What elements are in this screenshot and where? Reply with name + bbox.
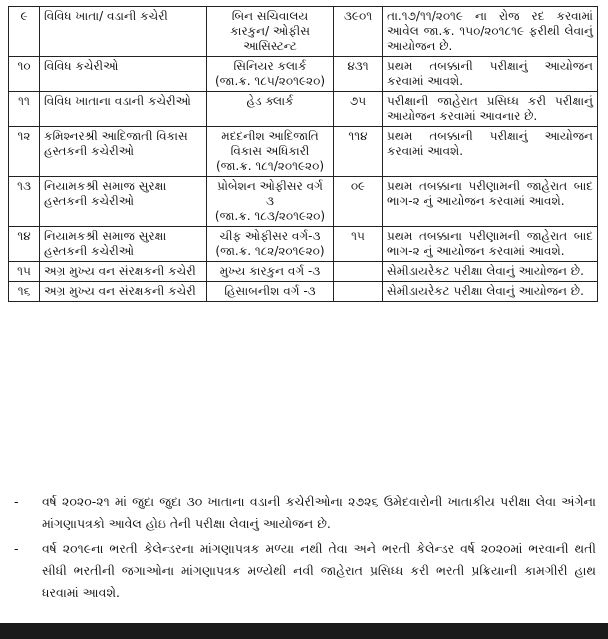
remark-cell: સેમીડાયરેકટ પરીક્ષા લેવાનું આયોજન છે. [383, 282, 598, 302]
note-text: વર્ષ ૨૦૨૦-૨૧ માં જુદા જુદા ૩૦ ખાતાના વડાની કચેરીઓના ૨૭૨૬ ઉમેદવારોની ખાતાકીય પરીક્ષા લેવા અંગેના માંગણાપત્રકો આવેલ હોઇ તેની પરીક્ષા લેવાનું આયોજન છે. [42, 494, 596, 531]
department-cell: નિયામકશ્રી સમાજ સુરક્ષા હસ્તકની કચેરીઓ [40, 177, 207, 227]
post-line: આસિસ્ટન્ટ [243, 39, 297, 53]
table-row [9, 282, 598, 302]
post-cell [207, 92, 334, 127]
post-line: હિસાબનીશ વર્ગ -૩ [224, 284, 316, 298]
note-bullet: - [14, 494, 19, 509]
notes-section [10, 491, 596, 607]
table-row [9, 177, 598, 227]
department-cell: અગ્ર મુખ્ય વન સંરક્ષકની કચેરી [40, 282, 207, 302]
row-number: ૧૪ [9, 227, 40, 262]
department-cell: વિવિધ ખાતાના વડાની કચેરીઓ [40, 92, 207, 127]
post-line: વિકાસ અધિકારી [230, 144, 310, 158]
row-number: ૯ [9, 7, 40, 57]
remark-cell: તા.૧૭/૧૧/૨૦૧૯ ના રોજ રદ કરવામાં આવેલ જા.ક્ર. ૧૫૦/૨૦૧૮૧૯ ફરીથી લેવાનું આયોજન છે. [383, 7, 598, 57]
remark-cell: પ્રથમ તબક્કાની પરીક્ષાનું આયોજન કરવામાં આવશે. [383, 127, 598, 177]
post-line: સિનિયર કલાર્ક [233, 59, 307, 73]
vacancy-count-cell: ૦૯ [334, 177, 383, 227]
department-cell: નિયામકશ્રી સમાજ સુરક્ષા હસ્તકની કચેરીઓ [40, 227, 207, 262]
post-cell [207, 127, 334, 177]
post-line: કારકુન/ ઓફીસ [230, 24, 310, 38]
post-line: મદદનીશ આદિજાતિ [221, 129, 319, 143]
department-cell: વિવિધ કચેરીઓ [40, 57, 207, 92]
row-number: ૧૧ [9, 92, 40, 127]
table-row [9, 127, 598, 177]
row-number: ૧૫ [9, 262, 40, 282]
table-row [9, 262, 598, 282]
remark-cell: પ્રથમ તબક્કાના પરીણામની જાહેરાત બાદ ભાગ-૨ નું આયોજન કરવામાં આવશે. [383, 227, 598, 262]
row-number: ૧૨ [9, 127, 40, 177]
vacancy-count-cell: ૧૧૪ [334, 127, 383, 177]
row-number: ૧૦ [9, 57, 40, 92]
vacancy-count-cell: ૧૫ [334, 227, 383, 262]
table-row [9, 92, 598, 127]
table-row [9, 227, 598, 262]
remark-cell: પ્રથમ તબક્કાની પરીક્ષાનું આયોજન કરવામાં આવશે. [383, 57, 598, 92]
vacancy-count-cell: ૩૯૦૧ [334, 7, 383, 57]
post-line: (જા.ક્ર. ૧૮૫/૨૦૧૯૨૦) [214, 74, 326, 88]
note-item [10, 538, 596, 604]
department-cell: કમિશ્નરશ્રી આદિજાતી વિકાસ હસ્તકની કચેરીઓ [40, 127, 207, 177]
vacancy-count-cell: ૭૫ [334, 92, 383, 127]
department-cell: વિવિધ ખાતા/ વડાની કચેરી [40, 7, 207, 57]
row-number: ૧૬ [9, 282, 40, 302]
vacancy-count-cell [334, 282, 383, 302]
department-cell: અગ્ર મુખ્ય વન સંરક્ષકની કચેરી [40, 262, 207, 282]
remark-cell: સેમીડાયરેકટ પરીક્ષા લેવાનું આયોજન છે. [383, 262, 598, 282]
post-line: બિન સચિવાલય [231, 9, 309, 23]
post-line: હેડ ક્લાર્ક [246, 94, 294, 108]
note-bullet: - [14, 541, 19, 556]
row-number: ૧૩ [9, 177, 40, 227]
table-row [9, 7, 598, 57]
post-line: પ્રોબેશન ઓફીસર વર્ગ [217, 179, 323, 193]
note-item [10, 491, 596, 535]
bottom-edge-bar [0, 623, 608, 639]
remark-cell: પરીક્ષાની જાહેરાત પ્રસિધ્ધ કરી પરીક્ષાનું આયોજન કરવામાં આવનાર છે. [383, 92, 598, 127]
post-cell [207, 262, 334, 282]
vacancy-count-cell [334, 262, 383, 282]
post-line: ચીફ ઓફીસર વર્ગ-૩ [219, 229, 321, 243]
vacancy-count-cell: ૪૩૧ [334, 57, 383, 92]
post-cell [207, 177, 334, 227]
remark-cell: પ્રથમ તબક્કાના પરીણામની જાહેરાત બાદ ભાગ-૨ નું આયોજન કરવામાં આવશે. [383, 177, 598, 227]
recruitment-table [8, 6, 598, 302]
table-row [9, 57, 598, 92]
post-cell [207, 282, 334, 302]
post-cell [207, 57, 334, 92]
post-line: મુખ્ય કારકુન વર્ગ -૩ [219, 264, 321, 278]
post-cell [207, 7, 334, 57]
note-text: વર્ષ ૨૦૧૯ના ભરતી કેલેન્ડરના માંગણાપત્રક મળ્યા નથી તેવા અને ભરતી કેલેન્ડર વર્ષ ૨૦૨૦માં ભરવાની થતી સીધી ભરતીની જગાઓના માંગણાપત્રક મળ્યેથી નવી જાહેરાત પ્રસિધ્ધ કરી ભરતી પ્રક્રિયાની કામગીરી હાથ ધરવામાં આવશે. [42, 541, 596, 600]
post-cell [207, 227, 334, 262]
post-line: (જા.ક્ર. ૧૮૨/૨૦૧૯૨૦) [215, 244, 325, 258]
post-line: ૩ [266, 194, 274, 208]
post-line: (જા.ક્ર. ૧૮૩/૨૦૧૯૨૦) [214, 209, 326, 223]
post-line: (જા.ક્ર. ૧૮૧/૨૦૧૯૨૦) [215, 159, 325, 173]
